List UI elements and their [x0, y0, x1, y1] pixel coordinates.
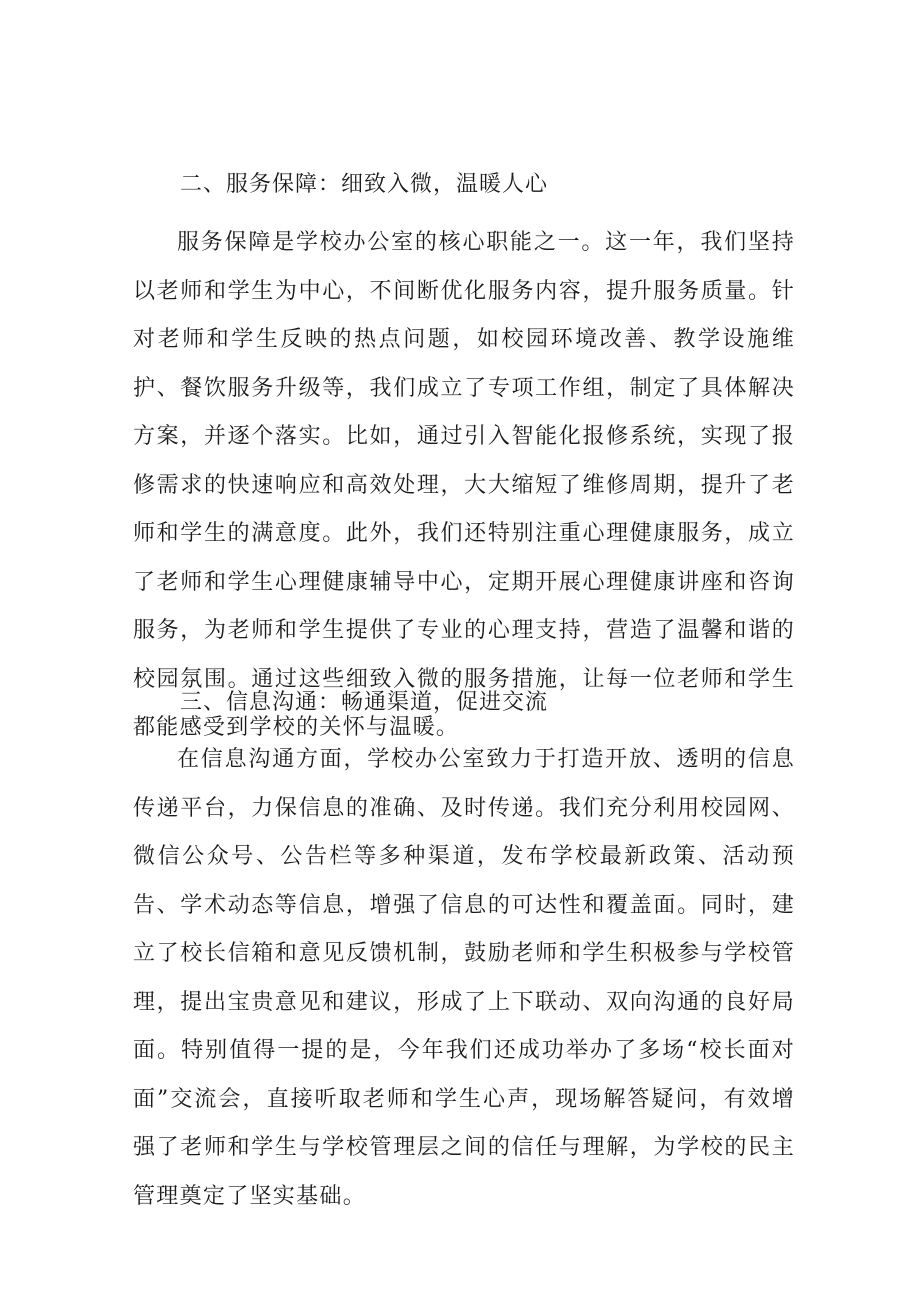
section-body-communication: 在信息沟通方面，学校办公室致力于打造开放、透明的信息传递平台，力保信息的准确、及时传递。我们充分利用校园网、微信公众号、公告栏等多种渠道，发布学校最新政策、活动预告、学术动态等信息，增强了信息的可达性和覆盖面。同时，建立了校长信箱和意见反馈机制，鼓励老师和学生积极参与学校管理，提出宝贵意见和建议，形成了上下联动、双向沟通的良好局面。特别值得一提的是，今年我们还成功举办了多场“校长面对面”交流会，直接听取老师和学生心声，现场解答疑问，有效增强了老师和学生与学校管理层之间的信任与理解，为学校的民主管理奠定了坚实基础。: [133, 747, 795, 1209]
section-heading-service: 二、服务保障：细致入微，温暖人心: [180, 172, 549, 197]
section-body-service: 服务保障是学校办公室的核心职能之一。这一年，我们坚持以老师和学生为中心，不间断优化服务内容，提升服务质量。针对老师和学生反映的热点问题，如校园环境改善、教学设施维护、餐饮服务升级等，我们成立了专项工作组，制定了具体解决方案，并逐个落实。比如，通过引入智能化报修系统，实现了报修需求的快速响应和高效处理，大大缩短了维修周期，提升了老师和学生的满意度。此外，我们还特别注重心理健康服务，成立了老师和学生心理健康辅导中心，定期开展心理健康讲座和咨询服务，为老师和学生提供了专业的心理支持，营造了温馨和谐的校园氛围。通过这些细致入微的服务措施，让每一位老师和学生都能感受到学校的关怀与温暖。: [133, 230, 795, 740]
section-heading-communication: 三、信息沟通：畅通渠道，促进交流: [180, 690, 549, 715]
